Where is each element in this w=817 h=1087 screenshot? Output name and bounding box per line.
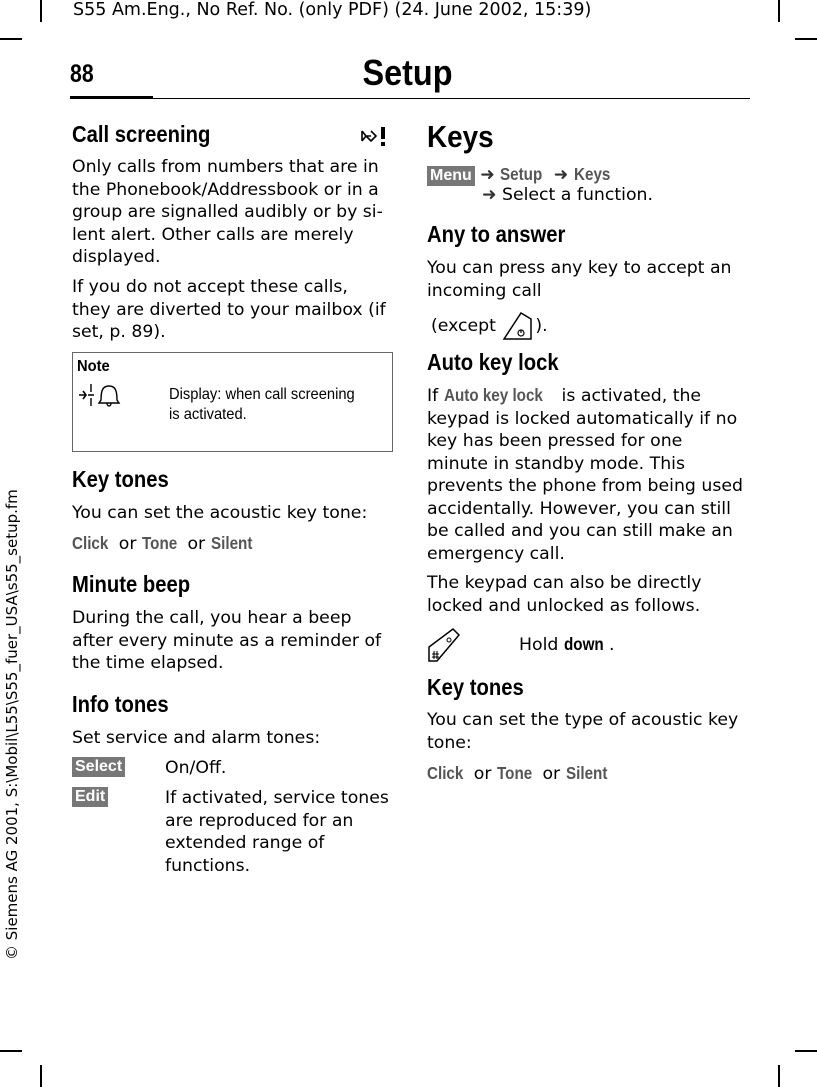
- key-tones-paragraph: You can set the acoustic key tone:: [72, 503, 368, 523]
- heading-key-tones-2: Key tones: [427, 674, 524, 700]
- select-function-line: [482, 184, 653, 206]
- option-silent[interactable]: Silent: [210, 533, 253, 553]
- option-click[interactable]: Click: [427, 763, 464, 783]
- menu-path-keys: Keys: [573, 164, 611, 184]
- call-screening-icon: [77, 380, 123, 410]
- select-description: On/Off.: [165, 758, 227, 778]
- side-file-path: © Siemens AG 2001, S:\Mobil\L55\S55_fuer_USA\s55_setup.fm: [3, 489, 21, 960]
- page-title: Setup: [362, 52, 453, 93]
- minute-beep-paragraph: During the call, you hear a beep after every minute as a reminder of the time elapsed.: [72, 608, 382, 673]
- crop-mark: [0, 1050, 22, 1052]
- option-tone[interactable]: Tone: [496, 763, 533, 783]
- select-function-text: Select a function.: [501, 185, 653, 205]
- arrow-icon: ➜: [482, 185, 497, 205]
- note-text: Display: when call screening is activated.: [169, 386, 355, 423]
- edit-description: If activated, service tones are reproduced for an extended range of functions.: [165, 788, 389, 876]
- except-line: [431, 309, 548, 343]
- crop-mark: [795, 38, 817, 40]
- heading-key-tones: Key tones: [72, 466, 169, 492]
- call-screening-paragraph-2: If you do not accept these calls, they are diverted to your mailbox (if set, p. 89).: [72, 277, 386, 342]
- end-key-icon: [501, 309, 535, 343]
- key-tones-2-options: Click or Tone or Silent: [427, 763, 608, 784]
- heading-auto-key-lock: Auto key lock: [427, 349, 559, 375]
- auto-key-lock-paragraph-2: The keypad can also be directly locked and unlocked as follows.: [427, 573, 702, 616]
- note-box: [72, 352, 393, 452]
- menu-path: [427, 163, 615, 186]
- down-keyword: down: [563, 634, 604, 654]
- hold-down-line: Hold down .: [519, 634, 615, 655]
- edit-softkey[interactable]: Edit: [72, 787, 108, 807]
- heading-any-to-answer: Any to answer: [427, 221, 566, 247]
- key-tones-options: Click or Tone or Silent: [72, 533, 253, 554]
- key-tones-2-paragraph: You can set the type of acoustic key tone:: [427, 710, 739, 753]
- menu-path-setup: Setup: [500, 164, 543, 184]
- arrow-icon: ➜: [480, 165, 495, 185]
- crop-mark: [40, 1065, 42, 1087]
- crop-mark: [795, 1050, 817, 1052]
- crop-mark: [778, 0, 780, 22]
- any-to-answer-paragraph: You can press any key to accept an incoming call: [427, 258, 732, 301]
- header-rule: [70, 98, 750, 99]
- except-text: (except: [431, 316, 496, 336]
- hash-key-icon: [427, 627, 461, 665]
- call-screening-paragraph-1: Only calls from numbers that are in the Phonebook/Addressbook or in a group are signalled audibly or by si-lent alert. Other calls are merely displayed.: [72, 157, 383, 267]
- menu-softkey[interactable]: Menu: [427, 166, 475, 186]
- auto-key-lock-paragraph: If Auto key lock is activated, the keypad is locked automatically if no key has been pressed for one minute in standby mode. This prevents the phone from being used accidentally. However, you can still be called and you can still make an emergency call.: [427, 385, 743, 564]
- heading-minute-beep: Minute beep: [72, 571, 191, 597]
- arrow-icon: ➜: [553, 165, 569, 185]
- crop-mark: [40, 0, 42, 22]
- heading-info-tones: Info tones: [72, 691, 169, 717]
- info-tones-paragraph: Set service and alarm tones:: [72, 728, 321, 748]
- option-tone[interactable]: Tone: [141, 533, 178, 553]
- network-service-icon: [358, 125, 390, 147]
- crop-mark: [778, 1065, 780, 1087]
- page-number: 88: [70, 60, 94, 88]
- except-end-text: ).: [535, 316, 548, 336]
- running-header: S55 Am.Eng., No Ref. No. (only PDF) (24. June 2002, 15:39): [73, 0, 592, 20]
- select-softkey[interactable]: Select: [72, 757, 125, 777]
- auto-key-lock-keyword: Auto key lock: [443, 385, 543, 405]
- note-label: Note: [77, 358, 110, 375]
- heading-call-screening: Call screening: [72, 121, 211, 147]
- crop-mark: [0, 38, 22, 40]
- option-silent[interactable]: Silent: [565, 763, 608, 783]
- heading-keys: Keys: [427, 119, 494, 154]
- option-click[interactable]: Click: [72, 533, 109, 553]
